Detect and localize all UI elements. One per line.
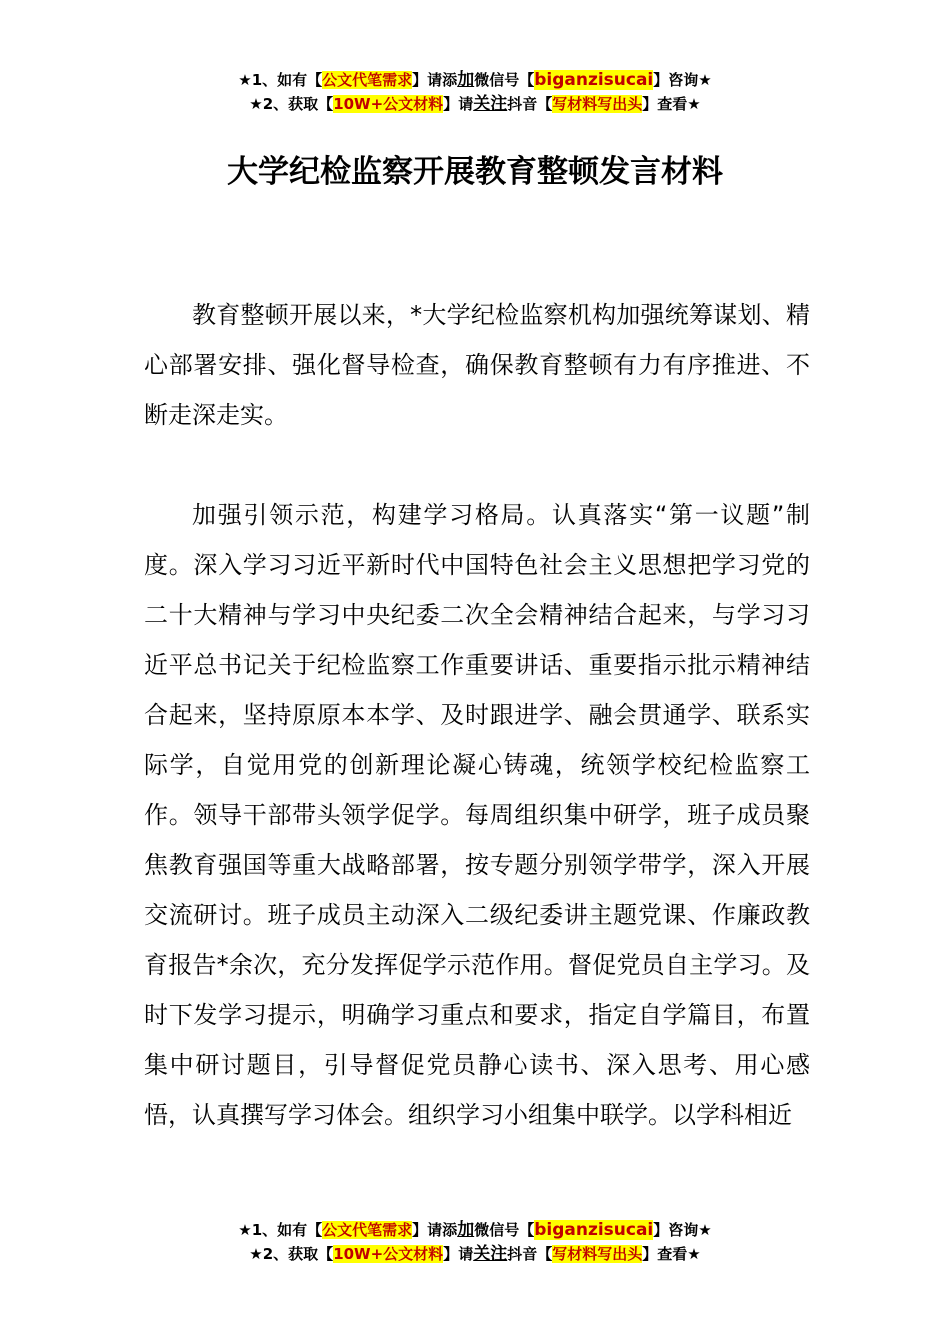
footer-banner <box>0 1218 950 1266</box>
banner-line-2 <box>0 1242 950 1266</box>
banner-text: ★2、获取【 <box>249 1245 334 1263</box>
banner-text: ★2、获取【 <box>249 95 334 113</box>
highlight-wechat-id: biganzisucai <box>534 70 654 90</box>
highlight-materials: 10W+公文材料 <box>333 1245 444 1263</box>
banner-emphasis: 加 <box>457 70 475 90</box>
banner-text: 】请 <box>443 95 474 113</box>
banner-text: 抖音【 <box>507 95 553 113</box>
banner-text: 微信号【 <box>474 1221 535 1239</box>
paragraph-intro: 教育整顿开展以来，*大学纪检监察机构加强统筹谋划、精心部署安排、强化督导检查，确保教育整顿有力有序推进、不断走深走实。 <box>144 301 810 429</box>
banner-text: 微信号【 <box>474 71 535 89</box>
highlight-ghostwriting: 公文代笔需求 <box>322 1221 413 1239</box>
banner-text: 】咨询★ <box>653 1221 712 1239</box>
banner-text: ★1、如有【 <box>238 71 323 89</box>
highlight-douyin-account: 写材料写出头 <box>552 1245 643 1263</box>
banner-text: ★1、如有【 <box>238 1221 323 1239</box>
highlight-wechat-id: biganzisucai <box>534 1220 654 1240</box>
banner-emphasis: 关注 <box>473 1244 508 1264</box>
banner-text: 】请添 <box>412 1221 458 1239</box>
banner-line-1 <box>0 1218 950 1242</box>
document-title: 大学纪检监察开展教育整顿发言材料 <box>227 154 723 190</box>
banner-emphasis: 关注 <box>473 94 508 114</box>
highlight-douyin-account: 写材料写出头 <box>552 95 643 113</box>
banner-line-1 <box>0 68 950 92</box>
header-banner <box>0 68 950 116</box>
highlight-materials: 10W+公文材料 <box>333 95 444 113</box>
banner-text: 】请 <box>443 1245 474 1263</box>
banner-line-2 <box>0 92 950 116</box>
banner-text: 】查看★ <box>642 95 701 113</box>
highlight-ghostwriting: 公文代笔需求 <box>322 71 413 89</box>
paragraph-study-guidance: 加强引领示范，构建学习格局。认真落实“第一议题”制度。深入学习习近平新时代中国特色社会主义思想把学习党的二十大精神与学习中央纪委二次全会精神结合起来，与学习习近平总书记关于纪检监察工作重要讲话、重要指示批示精神结合起来，坚持原原本本学、及时跟进学、融会贯通学、联系实际学，自觉用党的创新理论凝心铸魂，统领学校纪检监察工作。领导干部带头领学促学。每周组织集中研学，班子成员聚焦教育强国等重大战略部署，按专题分别领学带学，深入开展交流研讨。班子成员主动深入二级纪委讲主题党课、作廉政教育报告*余次，充分发挥促学示范作用。督促党员自主学习。及时下发学习提示，明确学习重点和要求，指定自学篇目，布置集中研讨题目，引导督促党员静心读书、深入思考、用心感悟，认真撰写学习体会。组织学习小组集中联学。以学科相近 <box>144 501 810 1129</box>
banner-text: 】咨询★ <box>653 71 712 89</box>
banner-emphasis: 加 <box>457 1220 475 1240</box>
banner-text: 】请添 <box>412 71 458 89</box>
banner-text: 】查看★ <box>642 1245 701 1263</box>
banner-text: 抖音【 <box>507 1245 553 1263</box>
